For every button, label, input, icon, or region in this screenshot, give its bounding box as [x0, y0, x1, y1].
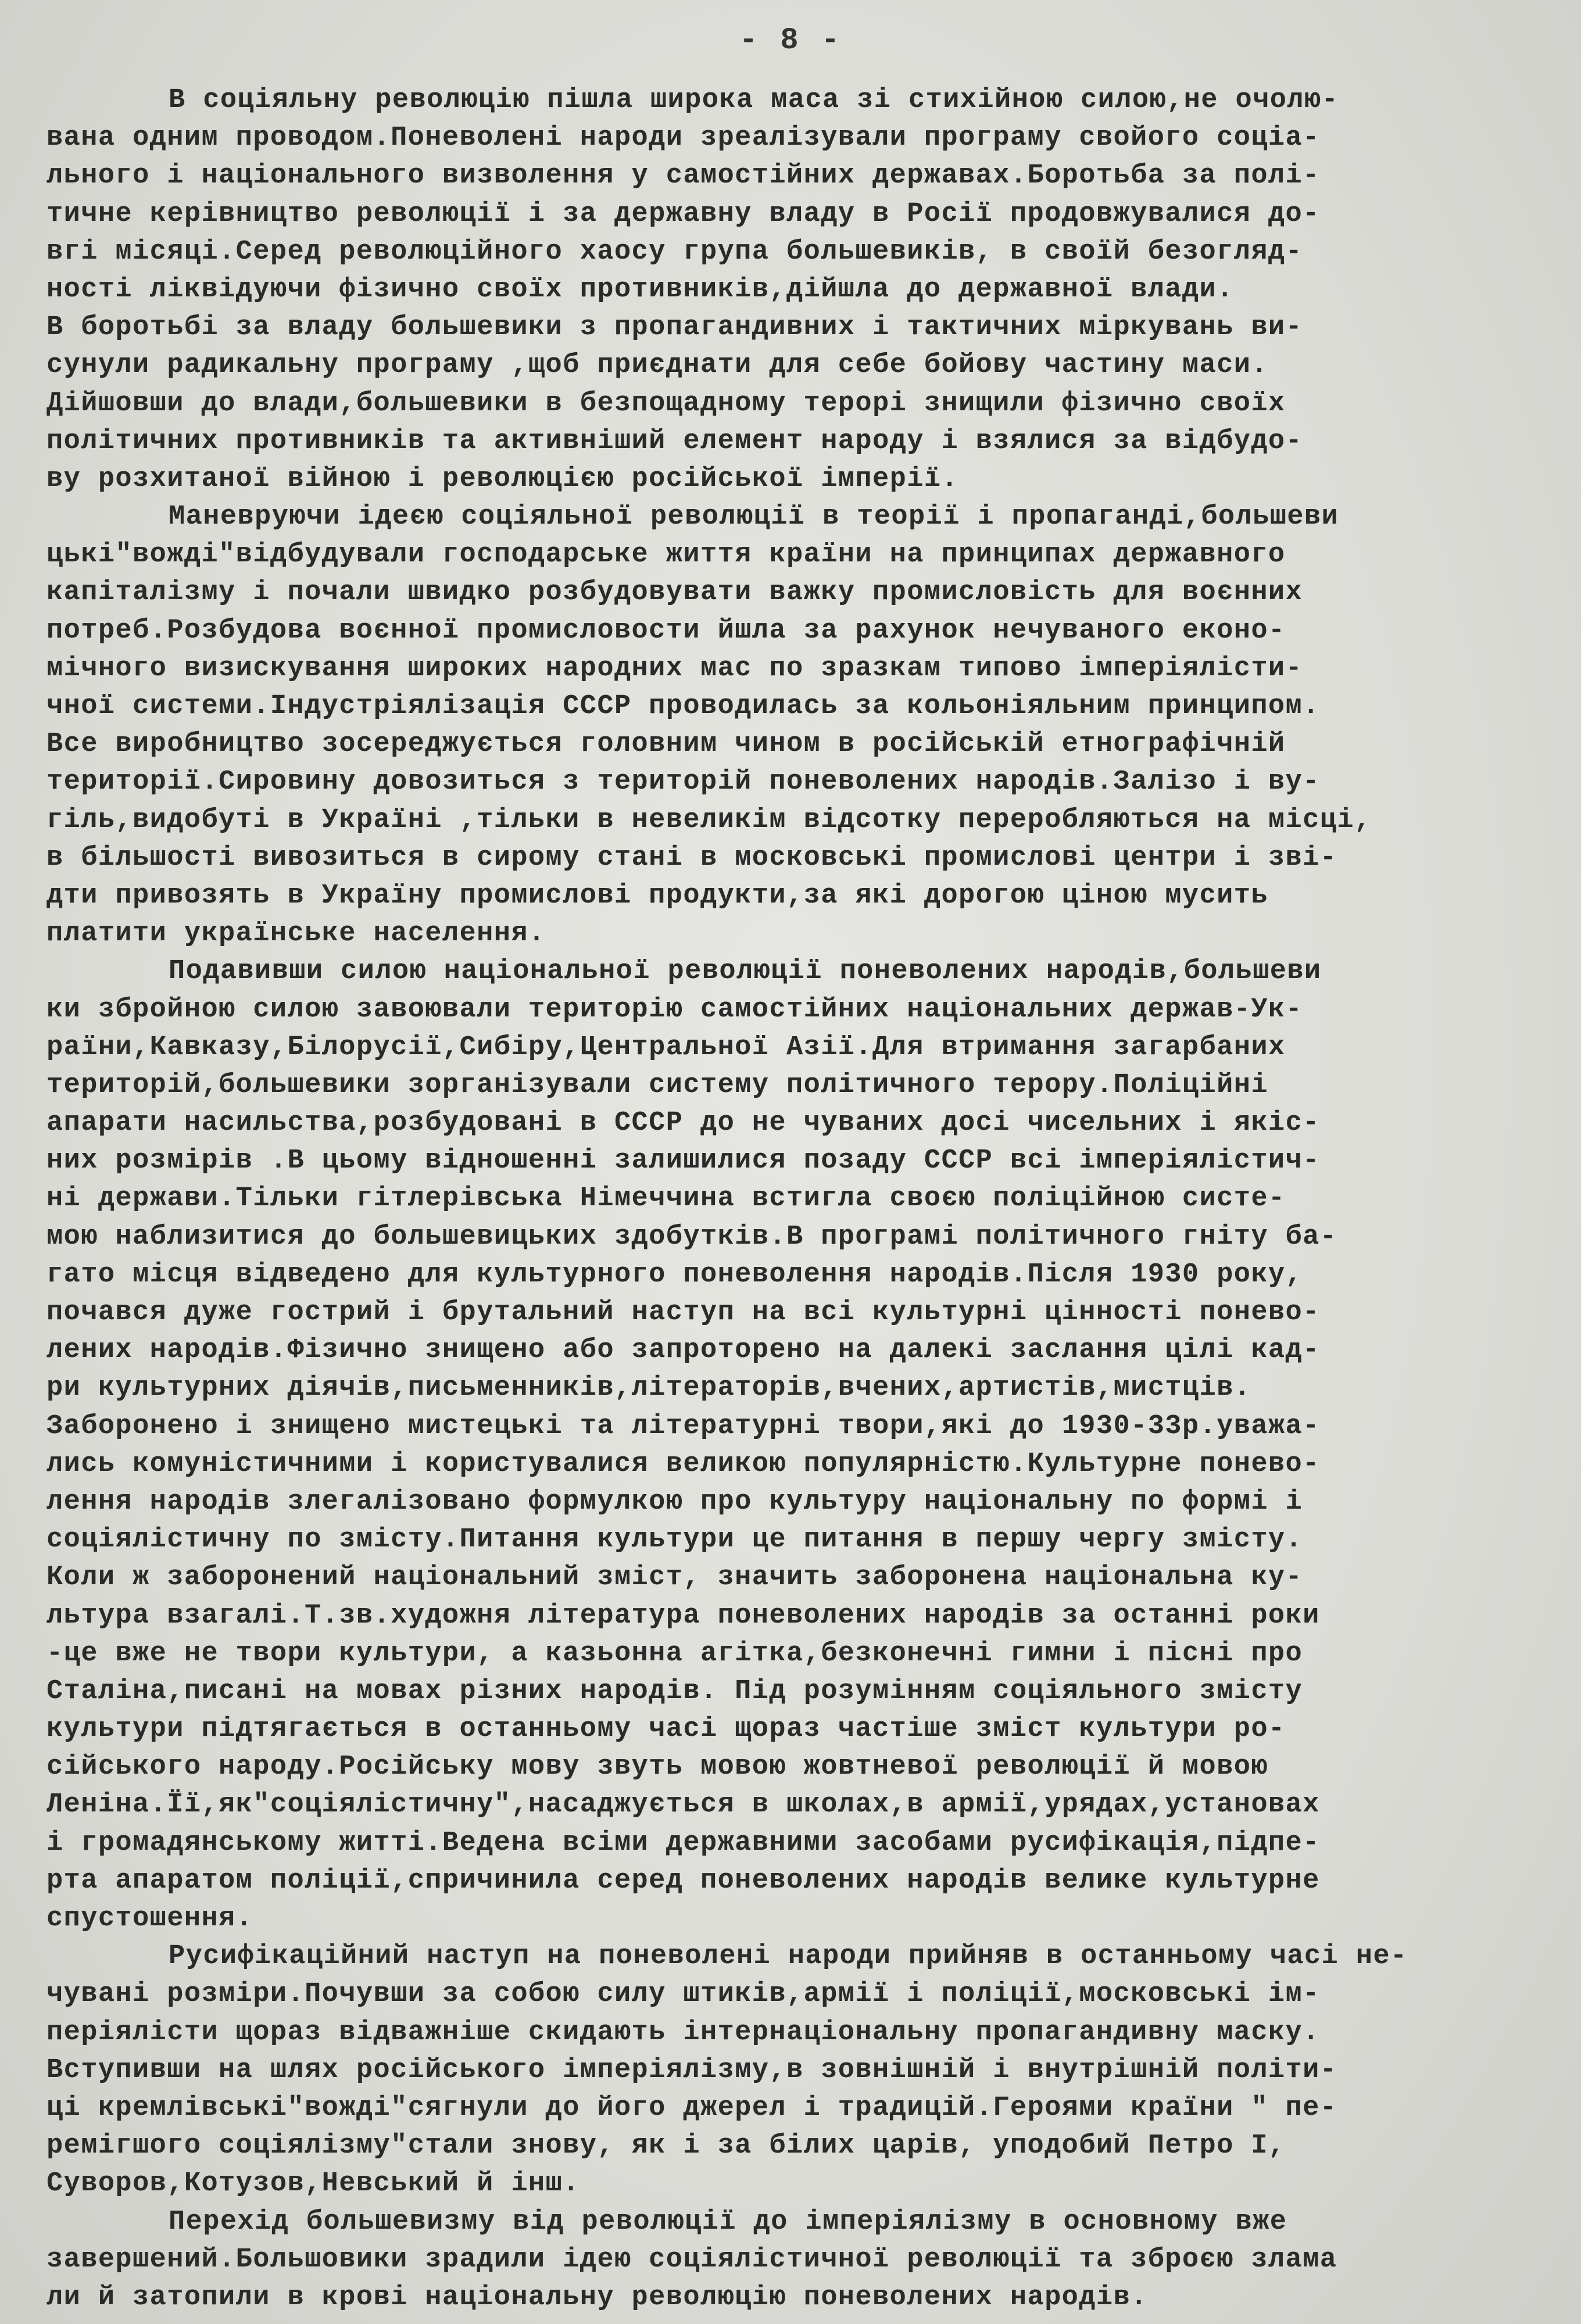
text-line: соціялістичну по змісту.Питання культури це питання в першу чергу змісту. — [46, 1524, 1303, 1556]
text-line: Коли ж заборонений національний зміст, значить заборонена національна ку- — [46, 1562, 1303, 1594]
text-line: Маневруючи ідеєю соціяльної революції в теорії і пропаганді,большеви — [169, 502, 1339, 533]
text-line: дти привозять в Україну промислові продукти,за які дорогою ціною мусить — [46, 880, 1268, 911]
text-line: платити українське населення. — [46, 918, 546, 950]
text-line: сунули радикальну програму ,щоб приєднати для себе бойову частину маси. — [46, 350, 1268, 381]
text-line: льного і національного визволення у самостійних державах.Боротьба за полі- — [46, 160, 1320, 192]
text-line: і громадянському житті.Ведена всіми державними засобами русифікація,підпе- — [46, 1827, 1320, 1859]
text-line: раїни,Кавказу,Білорусії,Сибіру,Центральної Азії.Для втримання загарбаних — [46, 1032, 1286, 1063]
text-line: лення народів злегалізовано формулкою про культуру національну по формі і — [46, 1486, 1303, 1517]
body-text — [46, 81, 1535, 2316]
text-line: в більшості вивозиться в сирому стані в московські промислові центри і зві- — [46, 842, 1337, 873]
text-line: капіталізму і почали швидко розбудовувати важку промисловість для воєнних — [46, 577, 1303, 608]
text-line: ли й затопили в крові національну революцію поневолених народів. — [46, 2282, 1148, 2313]
text-line: завершений.Большовики зрадили ідею соціялістичної революції та зброєю злама — [46, 2244, 1337, 2275]
text-line: ри культурних діячів,письменників,літераторів,вчених,артистів,мистців. — [46, 1373, 1251, 1404]
text-line: почався дуже гострий і брутальний наступ на всі культурні цінності понево- — [46, 1297, 1320, 1328]
text-line: лись комуністичними і користувалися великою популярністю.Культурне понево- — [46, 1448, 1320, 1480]
text-line: культури підтягається в останньому часі щораз частіше зміст культури ро- — [46, 1714, 1286, 1745]
text-line: В соціяльну революцію пішла широка маса зі стихійною силою,не очолю- — [169, 85, 1339, 116]
text-line: Суворов,Котузов,Невський й інш. — [46, 2168, 580, 2200]
text-line: періялісти щораз відважніше скидають інтернаціональну пропагандивну маску. — [46, 2017, 1320, 2048]
text-line: мічного визискування широких народних мас по зразкам типово імперіялісти- — [46, 653, 1303, 684]
text-line: потреб.Розбудова воєнної промисловости йшла за рахунок нечуваного еконо- — [46, 615, 1286, 646]
text-line: ремігшого соціялізму"стали знову, як і за білих царів, уподобий Петро I, — [46, 2130, 1286, 2162]
text-line: вгі місяці.Серед революційного хаосу група большевиків, в своїй безогляд- — [46, 236, 1303, 267]
text-line: Леніна.Її,як"соціялістичну",насаджується в школах,в армії,урядах,установах — [46, 1789, 1320, 1821]
text-line: Все виробництво зосереджується головним чином в російській етнографічній — [46, 729, 1286, 760]
text-line: вана одним проводом.Поневолені народи зреалізували програму свойого соціа- — [46, 123, 1320, 154]
text-line: Вступивши на шлях російського імперіялізму,в зовнішній і внутрішній політи- — [46, 2054, 1337, 2086]
text-line: рта апаратом поліції,спричинила серед поневолених народів велике культурне — [46, 1865, 1320, 1896]
text-line: Перехід большевизму від революції до імперіялізму в основному вже — [169, 2206, 1287, 2237]
text-line: гато місця відведено для культурного поневолення народів.Після 1930 року, — [46, 1259, 1303, 1290]
text-line: території.Сировину довозиться з територій поневолених народів.Залізо і ву- — [46, 767, 1320, 798]
text-line: мою наблизитися до большевицьких здобутків.В програмі політичного гніту ба- — [46, 1221, 1337, 1252]
text-line: Русифікаційний наступ на поневолені народи прийняв в останньому часі не- — [169, 1941, 1408, 1972]
text-line: -це вже не твори культури, а казьонна агітка,безконечні гимни і пісні про — [46, 1638, 1303, 1669]
text-line: апарати насильства,розбудовані в СССР до не чуваних досі чисельних і якіс- — [46, 1108, 1320, 1139]
text-line: політичних противників та активніший елемент народу і взялися за відбудо- — [46, 425, 1303, 457]
text-line: ки збройною силою завоювали територію самостійних національних держав-Ук- — [46, 994, 1303, 1025]
text-line: В боротьбі за владу большевики з пропагандивних і тактичних міркувань ви- — [46, 312, 1303, 343]
text-line: ці кремлівські"вожді"сягнули до його джерел і традицій.Героями країни " пе- — [46, 2092, 1337, 2124]
text-line: Подавивши силою національної революції поневолених народів,большеви — [169, 956, 1322, 987]
text-line: Дійшовши до влади,большевики в безпощадному терорі знищили фізично своїх — [46, 388, 1286, 419]
text-line: ні держави.Тільки гітлерівська Німеччина встигла своєю поліційною систе- — [46, 1183, 1286, 1215]
text-line: сійського народу.Російську мову звуть мовою жовтневої революції й мовою — [46, 1752, 1268, 1783]
text-line: лених народів.Фізично знищено або запроторено на далекі заслання цілі кад- — [46, 1335, 1320, 1366]
text-line: Заборонено і знищено мистецькі та літературні твори,які до 1930-33р.уважа- — [46, 1410, 1320, 1442]
text-line: територій,большевики зорганізували систему політичного терору.Поліційні — [46, 1069, 1268, 1101]
text-line: них розмірів .В цьому відношенні залишилися позаду СССР всі імперіялістич- — [46, 1145, 1320, 1177]
text-line: Сталіна,писані на мовах різних народів. Під розумінням соціяльного змісту — [46, 1675, 1303, 1707]
text-line: цькі"вожді"відбудували господарське життя країни на принципах державного — [46, 539, 1286, 571]
text-line: тичне керівництво революції і за державну владу в Росії продовжувалися до- — [46, 198, 1320, 230]
text-line: чувані розміри.Почувши за собою силу штиків,армії і поліції,московські ім- — [46, 1979, 1320, 2010]
text-line: гіль,видобуті в Україні ,тільки в невеликім відсотку переробляються на місці, — [46, 804, 1372, 836]
text-line: ності ліквідуючи фізично своїх противників,дійшла до державної влади. — [46, 274, 1234, 305]
text-line: льтура взагалі.Т.зв.художня література поневолених народів за останні роки — [46, 1600, 1320, 1631]
text-line: чної системи.Індустріялізація СССР проводилась за кольоніяльним принципом. — [46, 691, 1320, 722]
text-line: спустошення. — [46, 1903, 253, 1934]
text-line: ву розхитаної війною і революцією російської імперії. — [46, 463, 959, 495]
page-number: - 8 - — [0, 23, 1581, 58]
